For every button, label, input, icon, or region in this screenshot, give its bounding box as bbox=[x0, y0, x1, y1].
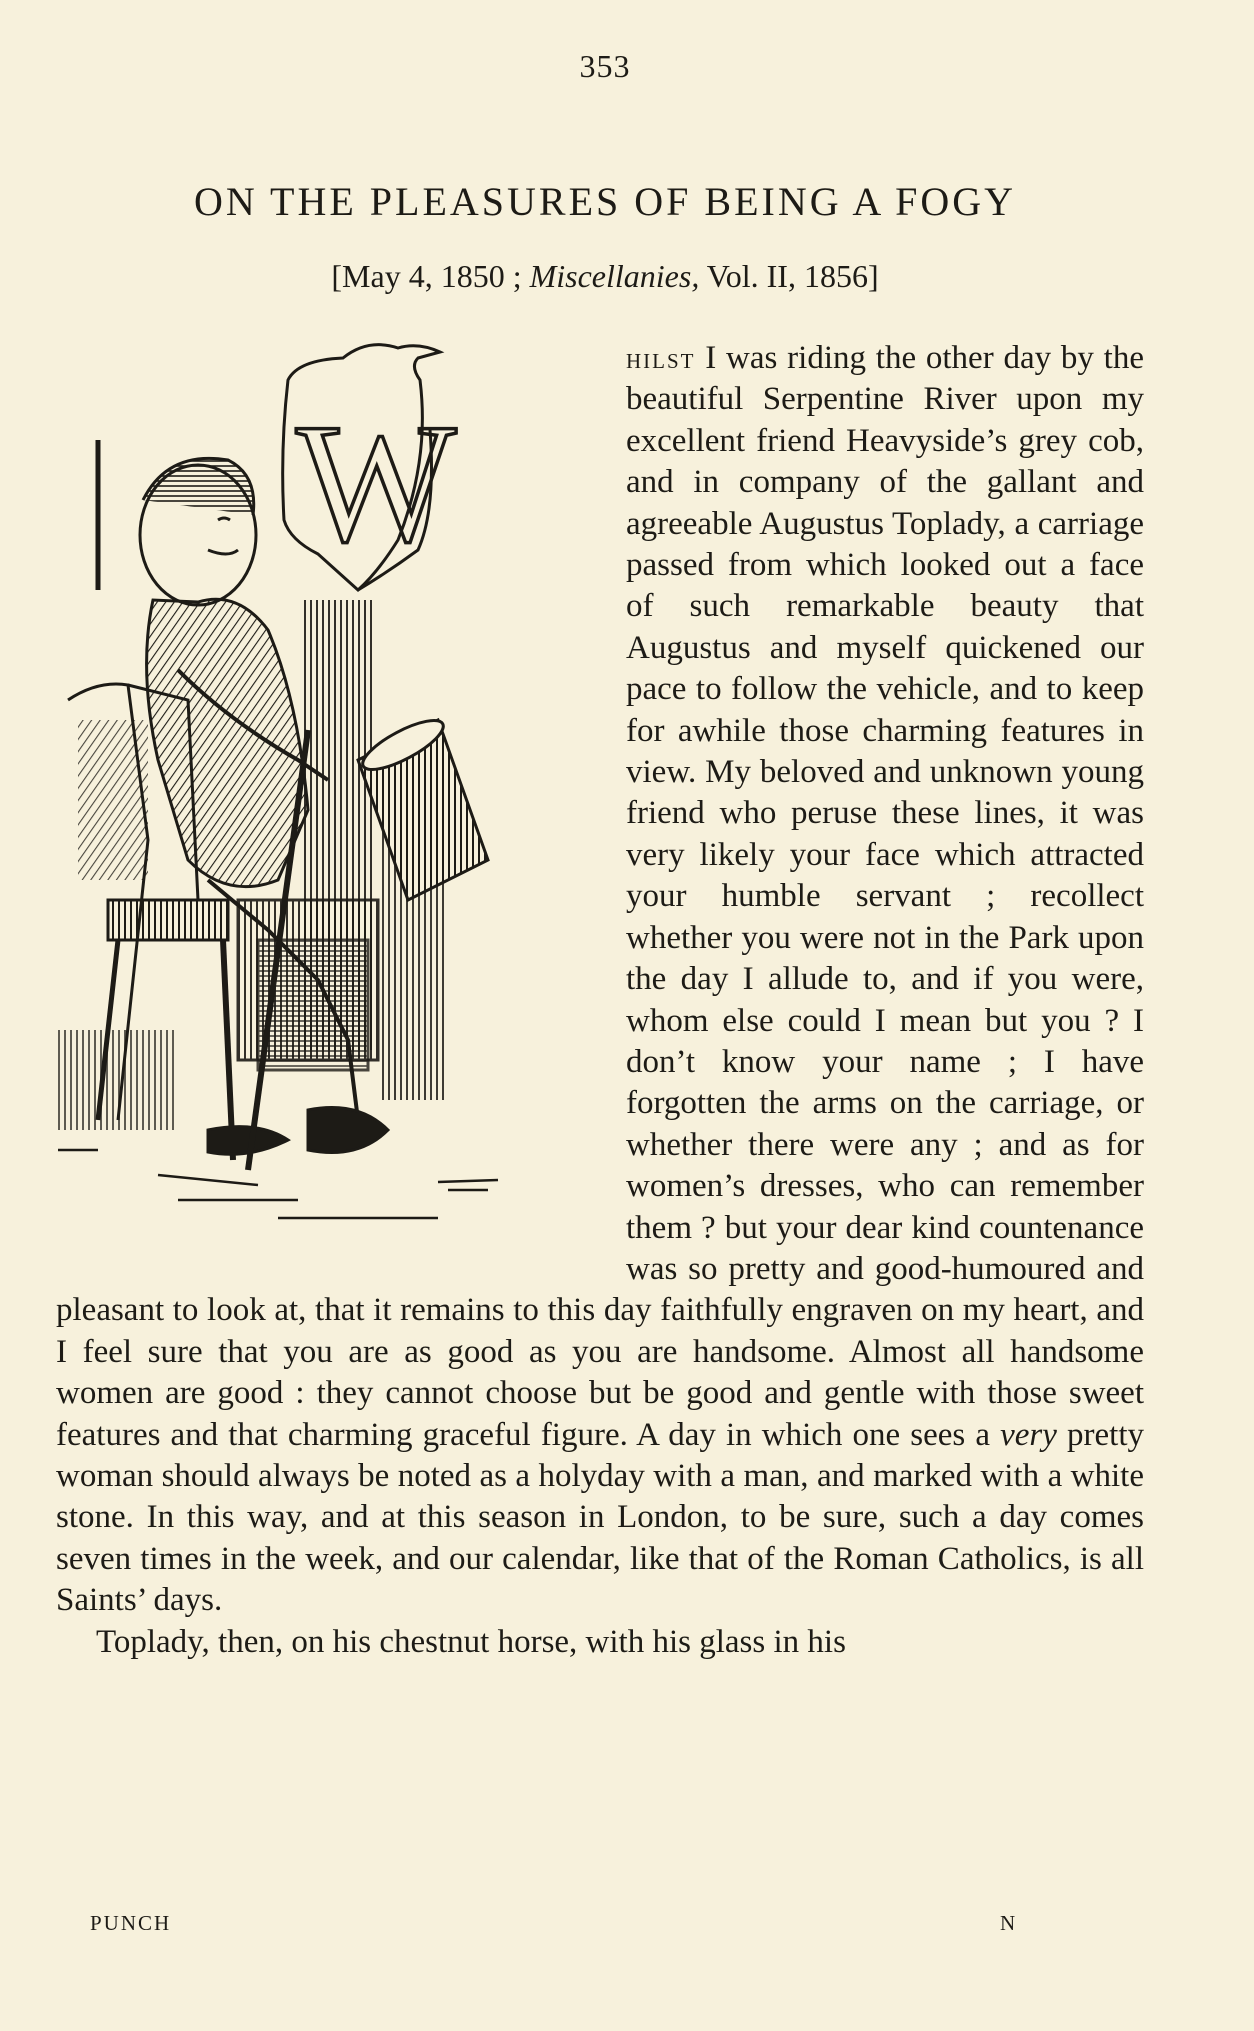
subtitle-date: [May 4, 1850 ; bbox=[331, 258, 522, 294]
body-text bbox=[56, 338, 1144, 1663]
emphasis-very: very bbox=[1000, 1416, 1057, 1453]
page-subtitle bbox=[0, 258, 1210, 295]
page-number: 353 bbox=[579, 48, 631, 84]
subtitle-volume: Vol. II, 1856] bbox=[706, 258, 879, 294]
paragraph-2: Toplady, then, on his chestnut horse, with his glass in his bbox=[96, 1623, 846, 1660]
initial-letter: W bbox=[296, 389, 457, 577]
paragraph-1-end: pretty woman should always be noted as a holyday with a man, and marked with a white stone. In this way, and at this season in London, to be sure, such a day comes seven times in the week, and our calendar, like that of the Roman Catholics, is all Saints’ days. bbox=[56, 1416, 1144, 1619]
page-title: ON THE PLEASURES OF BEING A FOGY bbox=[193, 179, 1016, 224]
lead-smallcaps: hilst bbox=[626, 342, 696, 375]
paragraph-1-text: I was riding the other day by the beautiful Serpentine River upon my excellent friend Heavyside’s grey cob, and in company of the gallant and agreeable Augustus Toplady, a carriage passed from which looked out a face of such remarkable beauty that Augustus and myself quickened our pace to follow the vehicle, and to keep for awhile those charming features in view. My beloved and unknown young friend who peruse these lines, it was very likely your face which attracted your humble servant ; recollect whether you were not in the Park upon the day I allude to, and if you were, whom else could I mean but you ? I don’t know your name ; I have forgotten the arms on the carriage, or whether there were any ; and as for women’s dresses, who can remember them ? but your dear kind countenance was so pretty and good-humoured and pleasant to look at, that it remains to this day faithfully engraven on my heart, and I feel sure that you are as good as you are handsome. Almost all handsome women are good : they cannot choose but be good and gentle with those sweet features and that charming graceful figure. A day in which one sees a bbox=[56, 340, 1144, 1453]
footer-signature-left: PUNCH bbox=[90, 1911, 172, 1935]
footer-signature-right: N bbox=[1000, 1911, 1016, 1935]
illustration-spacer bbox=[56, 338, 626, 1262]
subtitle-source: Miscellanies, bbox=[529, 258, 700, 294]
